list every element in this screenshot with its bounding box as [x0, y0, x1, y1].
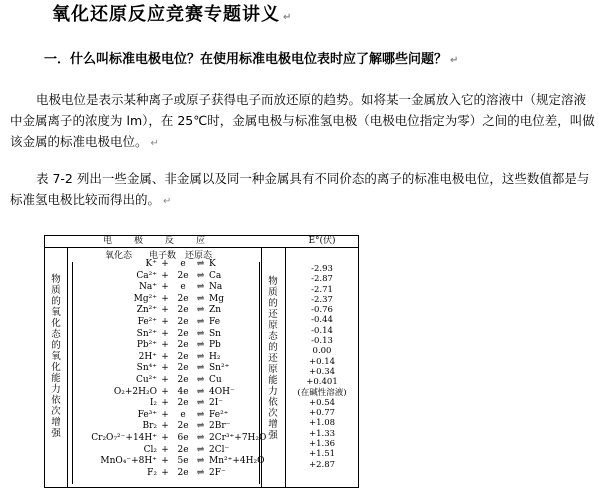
reduced-form: Mg	[209, 293, 224, 304]
table-row	[45, 433, 285, 445]
paragraph-table-intro: 表 7-2 列出一些金属、非金属以及同一种金属具有不同价态的离子的标准电极电位，这些数值都是与标准氢电极比较而得出的。 ↵	[10, 171, 590, 207]
oxidized-form: Br₂	[142, 421, 157, 432]
equilibrium-arrow-icon: ⇌	[196, 432, 204, 443]
reduced-form: K	[209, 259, 216, 269]
electron-count: 2e	[177, 316, 189, 327]
electron-count: e	[180, 259, 186, 269]
plus-sign: +	[161, 316, 169, 327]
electron-count: 2e	[177, 421, 189, 432]
electron-count: 2e	[177, 374, 189, 385]
table-row	[45, 352, 285, 364]
potential-value: +0.401	[306, 377, 338, 388]
table-row	[45, 421, 285, 433]
section-heading: 一．什么叫标准电极电位？在使用标准电极电位表时应了解哪些问题？ ↵	[44, 52, 459, 67]
equilibrium-arrow-icon: ⇌	[196, 316, 204, 327]
oxidized-form: Zn²⁺	[136, 305, 157, 316]
subheader-electrons: 电子数	[149, 251, 177, 261]
potential-value: +1.08	[308, 418, 336, 429]
reduced-form: 4OH⁻	[209, 386, 235, 397]
equilibrium-arrow-icon: ⇌	[196, 456, 204, 467]
equilibrium-arrow-icon: ⇌	[196, 351, 204, 362]
plus-sign: +	[161, 444, 169, 455]
reduced-form: Zn	[209, 305, 222, 316]
equilibrium-arrow-icon: ⇌	[196, 386, 204, 397]
oxidized-form: Ca²⁺	[136, 270, 157, 281]
electron-count: e	[180, 282, 186, 293]
reduced-form: 2F⁻	[209, 467, 226, 478]
equilibrium-arrow-icon: ⇌	[196, 363, 204, 374]
table-row	[45, 363, 285, 375]
electrode-potential-table	[44, 235, 359, 488]
potential-value: +1.33	[308, 428, 336, 439]
paragraph-definition: 电极电位是表示某种离子或原子获得电子而放还原的趋势。如将某一金属放入它的溶液中（规定溶液中金属离子的浓度为 lm），在 25℃时，金属电极与标准氢电极（电极电位指定为零）之间的电位差，叫做该金属的标准电极电位。 ↵	[10, 92, 595, 149]
reduced-form: Cu	[209, 374, 222, 385]
table-row	[45, 410, 285, 422]
oxidized-form: K⁺	[145, 259, 157, 269]
header-electrode-reaction: 电极反应	[102, 236, 227, 246]
equilibrium-arrow-icon: ⇌	[196, 259, 204, 269]
table-row	[45, 317, 285, 329]
potential-value: +1.51	[308, 449, 336, 460]
potential-value: -2.93	[311, 264, 333, 274]
table-row	[45, 398, 285, 410]
electron-count: 2e	[177, 467, 189, 478]
electron-count: 2e	[177, 444, 189, 455]
table-row	[45, 329, 285, 341]
equilibrium-arrow-icon: ⇌	[196, 421, 204, 432]
equilibrium-arrow-icon: ⇌	[196, 270, 204, 281]
potential-value: +0.54	[308, 397, 336, 408]
potential-value: -2.87	[311, 274, 333, 285]
reduced-form: Ca	[209, 270, 222, 281]
plus-sign: +	[161, 340, 169, 351]
potential-value: -0.14	[311, 325, 333, 336]
oxidized-form: Fe³⁺	[137, 409, 157, 420]
oxidized-form: Na⁺	[139, 282, 157, 293]
plus-sign: +	[161, 282, 169, 293]
plus-sign: +	[161, 328, 169, 339]
equilibrium-arrow-icon: ⇌	[196, 340, 204, 351]
plus-sign: +	[161, 351, 169, 362]
equilibrium-arrow-icon: ⇌	[196, 305, 204, 316]
potential-value: -0.13	[311, 336, 333, 347]
plus-sign: +	[161, 305, 169, 316]
electron-count: 6e	[177, 432, 189, 443]
potential-value: +1.36	[308, 439, 336, 450]
subheader-oxidized: 氧化态	[105, 251, 133, 261]
table-row	[45, 305, 285, 317]
equilibrium-arrow-icon: ⇌	[196, 328, 204, 339]
reduced-form: Sn²⁺	[209, 363, 230, 374]
plus-sign: +	[161, 456, 169, 467]
header-potential: E°(伏)	[308, 236, 336, 246]
electron-count: 2e	[177, 363, 189, 374]
potential-value: +0.34	[308, 366, 336, 377]
potential-value: -0.76	[311, 305, 333, 316]
oxidized-form: Mg²⁺	[133, 293, 157, 304]
potential-value: -0.44	[311, 315, 333, 326]
reduced-form: 2Br⁻	[209, 421, 231, 432]
reduced-form: 2Cr³⁺+7H₂O	[209, 432, 267, 443]
oxidized-form: Pb²⁺	[136, 340, 157, 351]
potential-value: 0.00	[312, 346, 332, 357]
oxidized-form: MnO₄⁻+8H⁺	[100, 456, 157, 467]
electron-count: 2e	[177, 305, 189, 316]
oxidized-form: Cu²⁺	[135, 374, 157, 385]
reduced-form: Fe²⁺	[209, 409, 229, 420]
table-row	[45, 282, 285, 294]
plus-sign: +	[161, 259, 169, 269]
plus-sign: +	[161, 409, 169, 420]
plus-sign: +	[161, 270, 169, 281]
oxidized-form: F₂	[147, 467, 157, 478]
oxidized-form: 2H⁺	[138, 351, 157, 362]
equilibrium-arrow-icon: ⇌	[196, 409, 204, 420]
oxidized-form: Sn⁴⁺	[136, 363, 157, 374]
table-row	[45, 456, 285, 468]
equilibrium-arrow-icon: ⇌	[196, 374, 204, 385]
reduced-form: Fe	[209, 316, 221, 327]
reduced-form: 2I⁻	[209, 398, 224, 409]
oxidized-form: Cr₂O₇²⁻+14H⁺	[91, 432, 157, 443]
reduced-form: 2Cl⁻	[209, 444, 230, 455]
reduced-form: Pb	[209, 340, 221, 351]
table-row	[45, 259, 285, 271]
oxidized-form: Cl₂	[143, 444, 157, 455]
plus-sign: +	[161, 467, 169, 478]
potential-value: +0.77	[308, 408, 336, 419]
table-row	[45, 445, 285, 457]
page-title: 氧化还原反应竞赛专题讲义 ↵	[52, 4, 293, 25]
plus-sign: +	[161, 432, 169, 443]
oxidized-form: Sn²⁺	[136, 328, 157, 339]
plus-sign: +	[161, 374, 169, 385]
potential-values	[286, 264, 358, 470]
potential-value: (在碱性溶液)	[297, 387, 347, 398]
table-row	[45, 387, 285, 399]
electron-count: 4e	[177, 386, 189, 397]
oxidized-form: I₂	[149, 398, 157, 409]
reduced-form: Sn	[209, 328, 221, 339]
plus-sign: +	[161, 398, 169, 409]
equilibrium-arrow-icon: ⇌	[196, 282, 204, 293]
table-row	[45, 468, 285, 480]
table-row	[45, 271, 285, 283]
electron-count: e	[180, 409, 186, 420]
plus-sign: +	[161, 293, 169, 304]
electron-count: 2e	[177, 293, 189, 304]
electron-count: 2e	[177, 270, 189, 281]
equilibrium-arrow-icon: ⇌	[196, 293, 204, 304]
table-row	[45, 375, 285, 387]
equilibrium-arrow-icon: ⇌	[196, 444, 204, 455]
plus-sign: +	[161, 421, 169, 432]
reduced-form: Mn²⁺+4H₂O	[209, 456, 265, 467]
table-row	[45, 340, 285, 352]
table-header-row	[45, 236, 358, 248]
equilibrium-arrow-icon: ⇌	[196, 467, 204, 478]
oxidized-form: O₂+2H₂O	[113, 386, 157, 397]
electron-count: 2e	[177, 340, 189, 351]
reaction-rows	[45, 259, 285, 479]
electron-count: 2e	[177, 398, 189, 409]
potential-value: +0.14	[308, 356, 336, 367]
electron-count: 2e	[177, 351, 189, 362]
reduced-form: Na	[209, 282, 223, 293]
table-row	[45, 294, 285, 306]
potential-value: +2.87	[308, 459, 336, 470]
equilibrium-arrow-icon: ⇌	[196, 398, 204, 409]
potential-value: -2.71	[311, 284, 333, 295]
oxidized-form: Fe²⁺	[137, 316, 157, 327]
plus-sign: +	[161, 363, 169, 374]
electron-count: 5e	[177, 456, 189, 467]
reduced-form: H₂	[209, 351, 221, 362]
right-trend-label: 物质的还原态的还原能力依次增强	[268, 276, 278, 441]
electron-count: 2e	[177, 328, 189, 339]
potential-value: -2.37	[311, 294, 333, 305]
plus-sign: +	[161, 386, 169, 397]
subheader-reduced: 还原态	[185, 251, 213, 261]
left-trend-label: 物质的氧化态的氧化能力依次增强	[51, 274, 61, 439]
